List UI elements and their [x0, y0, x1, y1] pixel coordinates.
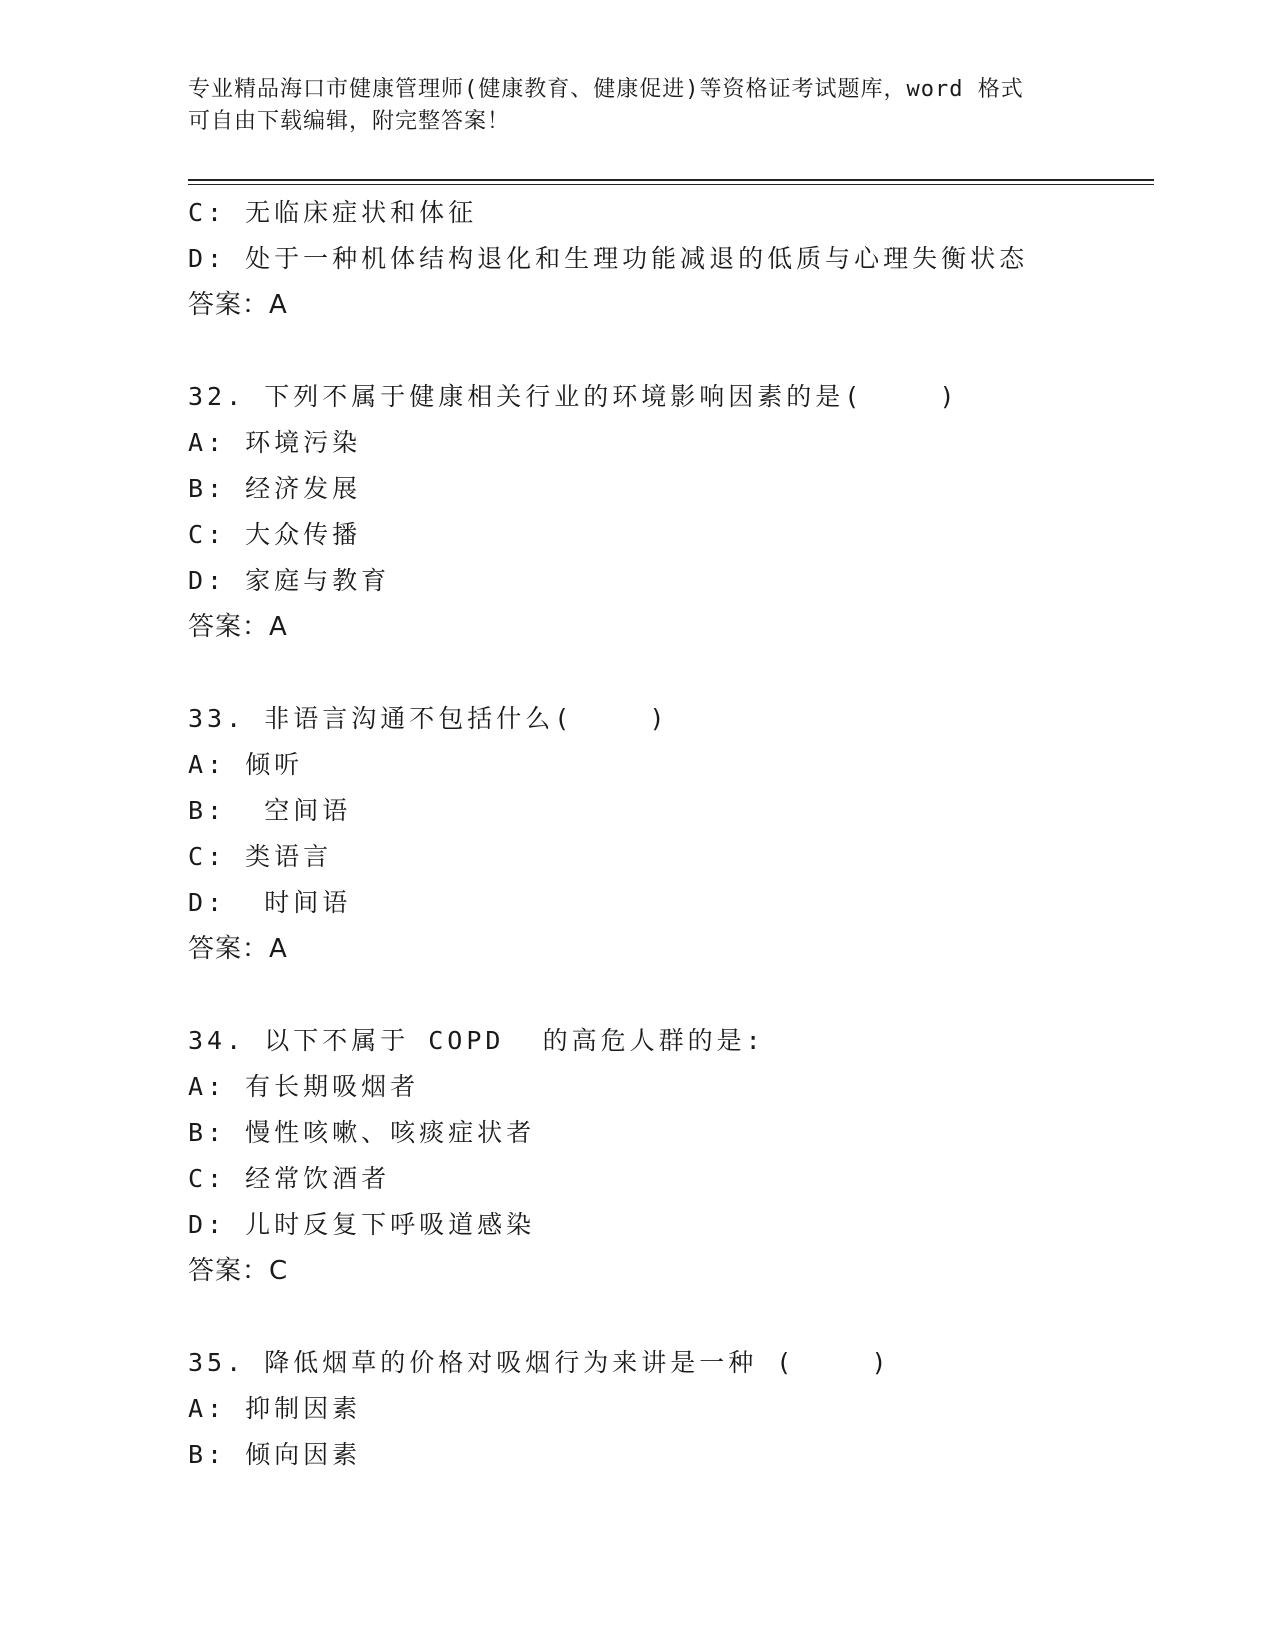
option-text: 儿时反复下呼吸道感染 — [245, 1210, 536, 1239]
option-letter: C: — [188, 1164, 227, 1193]
header-divider-thick — [188, 179, 1154, 181]
option-text: 大众传播 — [245, 520, 362, 549]
option-text: 慢性咳嗽、咳痰症状者 — [245, 1118, 536, 1147]
question-33 — [188, 696, 1148, 972]
question-stem: 32. 下列不属于健康相关行业的环境影响因素的是( ) — [188, 382, 959, 411]
option-d — [188, 236, 1148, 282]
option-letter: B: — [188, 1118, 227, 1147]
answer-label: 答案：A — [188, 934, 288, 964]
answer-label: 答案：C — [188, 1256, 289, 1286]
answer-label: 答案：A — [188, 612, 288, 642]
question-32 — [188, 374, 1148, 650]
option-text: 倾向因素 — [245, 1440, 362, 1469]
option-b — [188, 1432, 1148, 1478]
spacer — [188, 1294, 1148, 1340]
option-text: 家庭与教育 — [245, 566, 391, 595]
option-letter: A: — [188, 750, 227, 779]
option-letter: C: — [188, 520, 227, 549]
option-letter: A: — [188, 1072, 227, 1101]
option-a — [188, 420, 1148, 466]
option-b — [188, 466, 1148, 512]
option-b — [188, 1110, 1148, 1156]
question-stem: 35. 降低烟草的价格对吸烟行为来讲是一种 ( ) — [188, 1348, 891, 1377]
question-35 — [188, 1340, 1148, 1478]
option-c — [188, 512, 1148, 558]
option-letter: D: — [188, 244, 227, 273]
option-c — [188, 190, 1148, 236]
question-34 — [188, 1018, 1148, 1294]
question-list — [188, 190, 1148, 1478]
option-d — [188, 1202, 1148, 1248]
question-stem: 33. 非语言沟通不包括什么( ) — [188, 704, 669, 733]
option-b — [188, 788, 1148, 834]
header-line-1: 专业精品海口市健康管理师(健康教育、健康促进)等资格证考试题库，word 格式 — [188, 77, 1024, 102]
option-letter: A: — [188, 1394, 227, 1423]
option-a — [188, 742, 1148, 788]
option-letter: C: — [188, 842, 227, 871]
option-d — [188, 880, 1148, 926]
spacer — [188, 650, 1148, 696]
option-text: 时间语 — [245, 888, 352, 917]
option-c — [188, 834, 1148, 880]
option-text: 倾听 — [245, 750, 304, 779]
question-31-continued — [188, 190, 1148, 328]
question-stem: 34. 以下不属于 COPD 的高危人群的是: — [188, 1026, 765, 1055]
option-letter: C: — [188, 198, 227, 227]
option-letter: D: — [188, 1210, 227, 1239]
option-text: 无临床症状和体征 — [245, 198, 478, 227]
option-text: 类语言 — [245, 842, 333, 871]
option-text: 处于一种机体结构退化和生理功能减退的低质与心理失衡状态 — [245, 244, 1029, 273]
answer-label: 答案：A — [188, 290, 288, 320]
option-letter: A: — [188, 428, 227, 457]
spacer — [188, 328, 1148, 374]
option-text: 环境污染 — [245, 428, 362, 457]
option-text: 有长期吸烟者 — [245, 1072, 420, 1101]
document-header — [188, 74, 1088, 138]
header-divider-thin — [188, 184, 1154, 185]
spacer — [188, 972, 1148, 1018]
option-c — [188, 1156, 1148, 1202]
option-d — [188, 558, 1148, 604]
option-letter: B: — [188, 796, 227, 825]
header-line-2: 可自由下载编辑，附完整答案！ — [188, 109, 511, 134]
option-text: 经常饮酒者 — [245, 1164, 391, 1193]
option-letter: D: — [188, 566, 227, 595]
option-a — [188, 1064, 1148, 1110]
option-text: 空间语 — [245, 796, 352, 825]
option-text: 经济发展 — [245, 474, 362, 503]
option-letter: D: — [188, 888, 227, 917]
option-text: 抑制因素 — [245, 1394, 362, 1423]
option-a — [188, 1386, 1148, 1432]
option-letter: B: — [188, 1440, 227, 1469]
option-letter: B: — [188, 474, 227, 503]
